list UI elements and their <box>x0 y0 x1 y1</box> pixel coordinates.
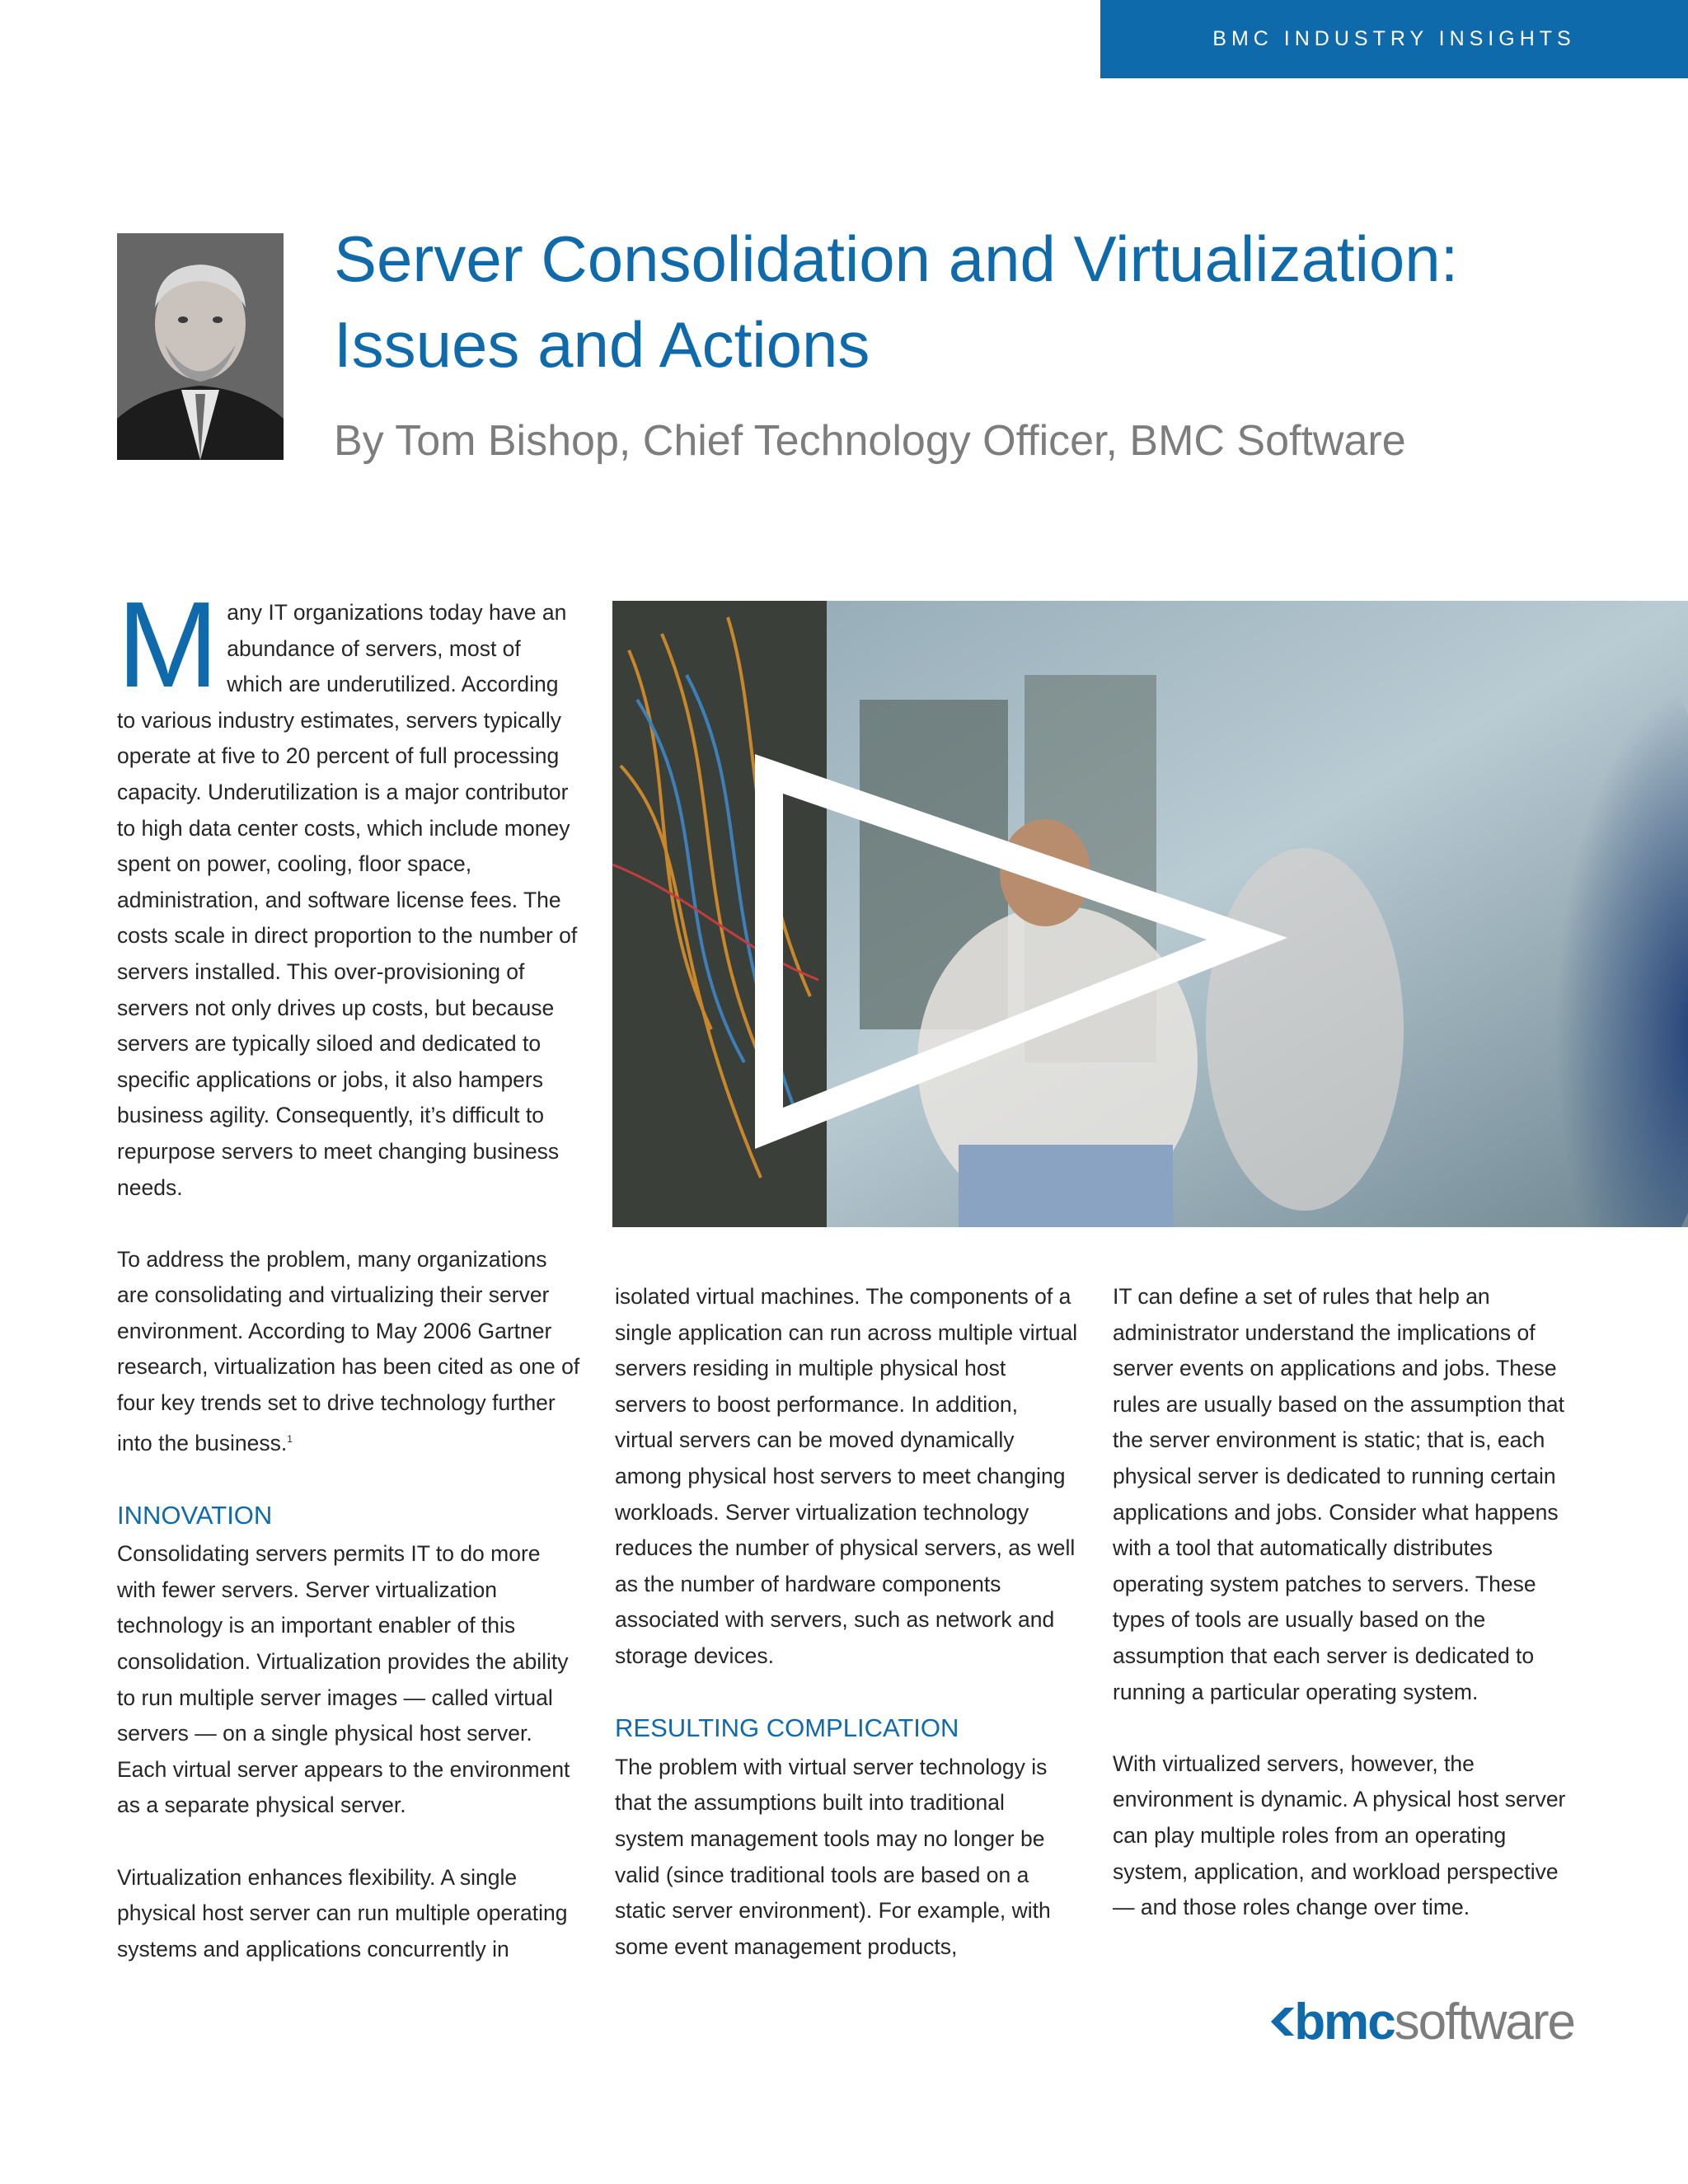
paragraph-2-text: To address the problem, many organizations are consolidating and virtualizing their server environment. According to May 2006 Gartner research, virtualization has been cited as one of four key trends set to drive technology further into the business. <box>117 1246 580 1455</box>
drop-cap: M <box>117 577 219 713</box>
bmc-software-logo <box>1269 1988 1574 2055</box>
author-portrait <box>117 233 284 460</box>
column-2-paragraph-1: isolated virtual machines. The components of a single application can run across multiple virtual servers residing in multiple physical host servers to boost performance. In addition, virtual servers can be moved dynamically among physical host servers to meet changing workloads. Server virtualization technology reduces the number of physical servers, as well as the number of hardware components associated with servers, such as network and storage devices. <box>615 1284 1078 1668</box>
complication-paragraph-1: The problem with virtual server technology is that the assumptions built into traditional system management tools may no longer be valid (since traditional tools are based on a static server environment). For example, with some event management products, <box>615 1754 1051 1959</box>
heading-resulting-complication: RESULTING COMPLICATION <box>615 1713 959 1743</box>
footnote-marker: 1 <box>287 1432 293 1445</box>
logo-bmc: bmc <box>1294 1993 1395 2050</box>
heading-innovation: INNOVATION <box>117 1500 273 1530</box>
column-3-paragraph-1: IT can define a set of rules that help an administrator understand the implications of server events on applications and jobs. These rules are usually based on the assumption that the server environment is static; that is, each physical server is dedicated to running certain applications and jobs. Consider what happens with a tool that automatically distributes operating system patches to servers. These types of tools are usually based on the assumption that each server is dedicated to running a particular operating system. <box>1113 1284 1564 1704</box>
innovation-paragraph-1: Consolidating servers permits IT to do more with fewer servers. Server virtualization technology is an important enabler of this consolidation. Virtualization provides the ability to run multiple server images — called virtual servers — on a single physical host server. Each virtual server appears to the environment as a separate physical server. <box>117 1541 570 1818</box>
title-line-2: Issues and Actions <box>334 308 870 381</box>
author-photo-icon <box>117 233 284 460</box>
column-3-paragraph-2: With virtualized servers, however, the environment is dynamic. A physical host server can play multiple roles from an operating system, application, and workload perspective — and those roles change over time. <box>1113 1750 1566 1920</box>
innovation-paragraph-2: Virtualization enhances flexibility. A single physical host server can run multiple operating systems and applications concurrently in <box>117 1864 568 1961</box>
title-line-1: Server Consolidation and Virtualization: <box>334 223 1459 295</box>
logo-software: software <box>1394 1993 1574 2050</box>
bmc-chevron-icon <box>1269 1992 1294 2051</box>
column-3 <box>1113 1279 1576 1926</box>
banner-text: BMC INDUSTRY INSIGHTS <box>1212 27 1576 50</box>
header-banner <box>1100 0 1688 78</box>
article-byline: By Tom Bishop, Chief Technology Officer, BMC Software <box>334 417 1406 465</box>
column-1 <box>117 577 580 1967</box>
datacenter-image-icon <box>612 601 1688 1227</box>
intro-paragraph <box>117 577 580 1206</box>
column-2 <box>615 1279 1078 1965</box>
paragraph-2 <box>117 1242 580 1461</box>
article-title <box>334 216 1488 387</box>
intro-text: any IT organizations today have an abundance of servers, most of which are underutilized. According to various industry estimates, servers typically operate at five to 20 percent of full processing capacity. Underutilization is a major contributor to high data center costs, which include money spent on power, cooling, floor space, administration, and software license fees. The costs scale in direct proportion to the number of servers installed. This over-provisioning of servers not only drives up costs, but because servers are typically siloed and dedicated to specific applications or jobs, it also hampers business agility. Consequently, it’s difficult to repurpose servers to meet changing business needs. <box>117 600 578 1200</box>
datacenter-photo <box>612 601 1688 1227</box>
